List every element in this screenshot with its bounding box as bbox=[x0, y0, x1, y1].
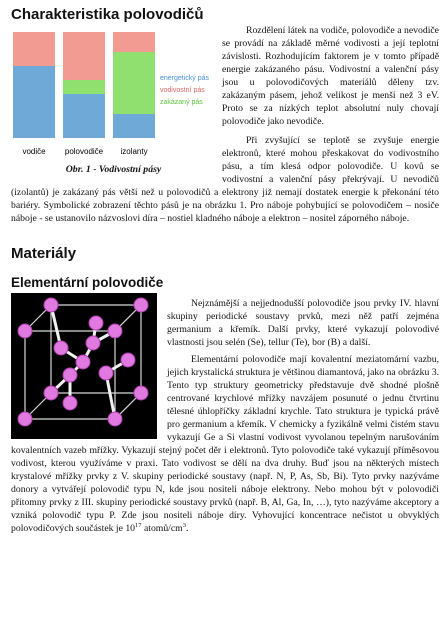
lattice-atom bbox=[121, 353, 135, 367]
lattice-atom bbox=[63, 368, 77, 382]
legend-valence: zakázaný pás bbox=[160, 99, 203, 106]
band-insulator-top bbox=[113, 32, 155, 52]
category-semiconductors: polovodiče bbox=[64, 147, 104, 156]
lattice-atom bbox=[108, 324, 122, 338]
band-insulator-bottom bbox=[113, 114, 155, 138]
paragraph-4-text: Elementární polovodiče mají kovalentní meziatomární vazbu, jejich krystalická struktura je většinou diamantová, jako na obrázku 3. Tento typ struktury geometricky představuje dvě shodné plošně centrované krychlové mřížky navzájem posunuté o jednu čtvrtinu tělesné úhlopříčky základní krychle. Tato struktura je typická právě pro germanium a křemík. V chemicky a fyzikálně velmi čistém stavu vykazují Ge a Si vlastní vodivost vyvolanou tepelným narušováním kovalentních vazeb mřížky. Vykazují stejný počet děr i elektronů. Tyto polovodiče také vykazují příměsovou vodivost, kterou využíváme v praxi. Tato vodivost se dělí na dva druhy. Buď jsou na některých místech krystalové mřížky prvky z V. skupiny periodické soustavy (např. N, P, As, Sb, Bi). Tyto prvky nazýváme donory a vytvářejí polovodič typu N, kde jsou nositeli náboje elektrony. Nebo mohou být v polovodiči přítomny prvky z III. skupiny periodické soustavy prvků (např. B, Al, Ga, In, …), tyto nazýváme akceptory a vzniká polovodič typu P. Zde jsou nositeli náboje díry. Vyhovující koncentrace nečistot u obvyklých polovodičových součástek je 10 bbox=[11, 354, 439, 534]
band-semiconductor-gap bbox=[63, 80, 105, 94]
lattice-atom bbox=[134, 298, 148, 312]
figure-diamond-lattice bbox=[11, 293, 157, 439]
lattice-atom bbox=[134, 386, 148, 400]
document-page bbox=[11, 6, 439, 535]
paragraph-1: Rozdělení látek na vodiče, polovodiče a nevodiče se provádí na základě měrné vodivosti a její teplotní závislosti. Rozhodujícím faktorem je v tomto případě energie zakázaného pásu. Vodivostní a valenční pásy jsou u polovodičových materiálů děleny tzv. zakázaným pásem, jehož velikost je menší než 3 eV. Proto se za nízkých teplot absolutní nuly chovají polovodiče jako nevodiče. bbox=[222, 25, 439, 127]
paragraph-4-end: . bbox=[185, 523, 189, 534]
paragraph-3: Nejznámější a nejjednodušší polovodiče jsou prvky IV. hlavní skupiny periodické soustavy prvků, mezi něž patří zejména germanium a křemík. Další prvky, které vykazují polovodivé vlastnosti jsou selén (Se), tellur (Te), bor (B) a další. bbox=[167, 298, 439, 348]
figure1-caption: Obr. 1 - Vodivostní pásy bbox=[65, 164, 162, 175]
exponent-17: 17 bbox=[135, 521, 142, 529]
diamond-lattice-svg bbox=[11, 293, 157, 439]
heading-materials: Materiály bbox=[11, 245, 77, 262]
unit-atoms-per-cm: atomů/cm bbox=[141, 523, 183, 534]
lattice-atom bbox=[18, 324, 32, 338]
heading-elemental-semiconductors: Elementární polovodiče bbox=[11, 275, 164, 290]
lattice-atom bbox=[99, 366, 113, 380]
band-semiconductor-top bbox=[63, 32, 105, 80]
lattice-atom bbox=[18, 412, 32, 426]
band-diagram-svg bbox=[11, 30, 216, 162]
band-semiconductor-bottom bbox=[63, 94, 105, 138]
figure-band-diagram-wrapper bbox=[11, 30, 216, 178]
lattice-atom bbox=[108, 412, 122, 426]
band-insulator-gap bbox=[113, 52, 155, 114]
lattice-atom bbox=[44, 386, 58, 400]
paragraph-2: Při zvyšující se teplotě se zvyšuje energie elektronů, které mohou přeskakovat do vodivostního pásu, a tím klesá odpor polovodiče. U kovů se vodivostní a valenční pásy překrývají. U nevodičů (izolantů) je zakázaný pás větší než u polovodičů a elektrony již nemají dostatek energie k překonání této bariéry. Symbolické zobrazení těchto pásů je na obrázku 1. Pro náboje pohybující se polovodičem – nosiče náboje - se ustanovilo názvoslovi díra – nostiel kladného náboje a elektron – nositel záporného náboje. bbox=[11, 135, 439, 224]
lattice-atom bbox=[89, 316, 103, 330]
lattice-atom bbox=[54, 341, 68, 355]
legend-forbidden: vodivostní pás bbox=[160, 87, 205, 94]
figure-band-diagram bbox=[11, 30, 216, 178]
lattice-atom bbox=[63, 396, 77, 410]
category-insulators: izolanty bbox=[120, 147, 148, 156]
heading-characteristics: Charakteristika polovodičů bbox=[11, 6, 204, 23]
lattice-atom bbox=[86, 336, 100, 350]
category-conductors: vodiče bbox=[22, 147, 46, 156]
legend-conduction: energetický pás bbox=[160, 75, 210, 82]
lattice-atom bbox=[44, 298, 58, 312]
exponent-3: 3 bbox=[182, 521, 186, 529]
band-conductor-bottom bbox=[13, 66, 55, 138]
lattice-atom bbox=[76, 355, 90, 369]
band-conductor-top bbox=[13, 32, 55, 70]
